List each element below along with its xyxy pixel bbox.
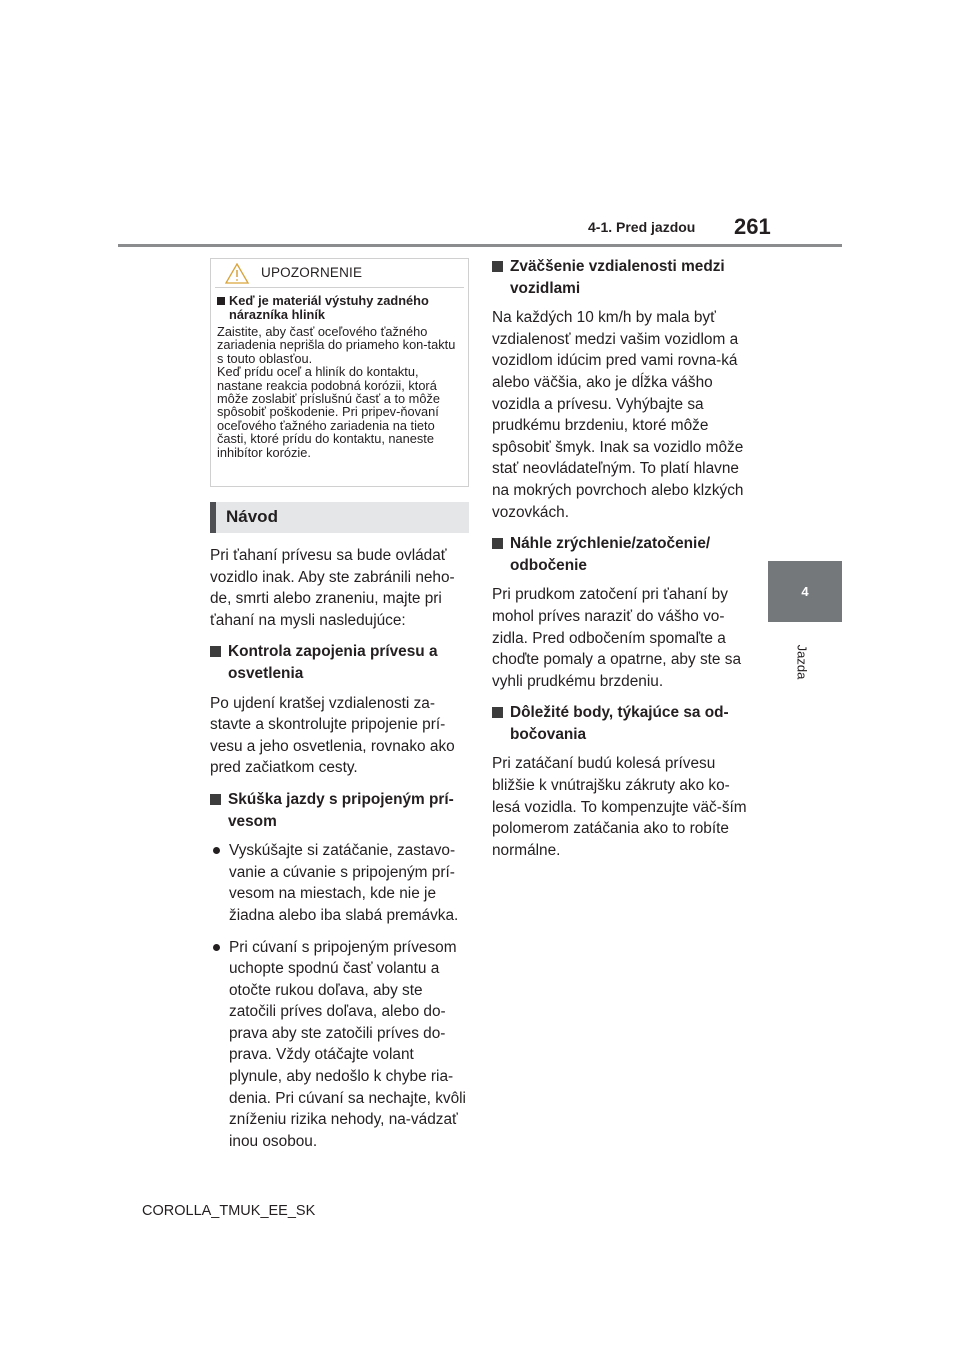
bullet-dot-icon bbox=[213, 847, 220, 854]
subheading-kontrola bbox=[210, 641, 468, 684]
caution-box bbox=[210, 258, 469, 487]
subheading-odbocovanie bbox=[492, 702, 750, 745]
subheading-text: Náhle zrýchlenie/zatočenie/ odbočenie bbox=[510, 535, 711, 574]
chapter-tab: 4 bbox=[768, 561, 842, 622]
bullet-text: Vyskúšajte si zatáčanie, zastavo-vanie a cúvanie s pripojeným prí-vesom na miestach, kde nie je žiadna alebo iba slabá premávka. bbox=[229, 842, 459, 924]
subheading-text: Zväčšenie vzdialenosti medzi vozidlami bbox=[510, 258, 725, 297]
navod-accent bbox=[210, 502, 216, 533]
bullet-item bbox=[210, 840, 468, 926]
subheading-zrychlenie bbox=[492, 533, 750, 576]
subheading-text: Dôležité body, týkajúce sa od-bočovania bbox=[510, 704, 729, 743]
bullet-text: Pri cúvaní s pripojeným prívesom uchopte spodnú časť volantu a otočte rukou doľava, aby ste zatočili príves doľava, alebo do-prava aby ste zatočili príves do-prava. Vždy otáčajte volant plynule, aby nedošlo k chybe ria-denia. Pri cúvaní sa nechajte, kvôli zníženiu rizika nehody, na-vádzať inou osobou. bbox=[229, 938, 466, 1150]
caution-title: UPOZORNENIE bbox=[261, 265, 363, 280]
square-bullet-icon bbox=[210, 646, 221, 657]
paragraph-vzdialenost: Na každých 10 km/h by mala byť vzdialenosť medzi vašim vozidlom a vozidlom idúcim pred vami rovna-ká alebo väčšia, ako je dĺžka vášho vozidla a prívesu. Vyhýbajte sa prudkému brzdeniu, ktoré môže spôsobiť šmyk. Inak sa vozidlo môže stať neovládateľným. To platí hlavne na mokrých povrchoch alebo klzkých vozovkách. bbox=[492, 309, 744, 521]
bullet-dot-icon bbox=[213, 944, 220, 951]
header-rule bbox=[118, 244, 842, 247]
navod-title: Návod bbox=[226, 507, 278, 526]
square-bullet-icon bbox=[217, 297, 225, 305]
caution-divider bbox=[215, 287, 464, 288]
left-column bbox=[210, 545, 468, 1162]
square-bullet-icon bbox=[210, 794, 221, 805]
caution-subtitle bbox=[217, 294, 462, 322]
paragraph-zrychlenie: Pri prudkom zatočení pri ťahaní by mohol príves naraziť do vášho vo-zidla. Pred odbočením spomaľte a choďte pomaly a opatrne, aby ste sa vyhli prudkému brzdeniu. bbox=[492, 586, 742, 690]
square-bullet-icon bbox=[492, 261, 503, 272]
navod-heading bbox=[210, 502, 469, 533]
chapter-tab-label bbox=[782, 632, 822, 692]
section-label: 4-1. Pred jazdou bbox=[588, 219, 696, 235]
right-column bbox=[492, 256, 750, 871]
footer-code: COROLLA_TMUK_EE_SK bbox=[142, 1203, 316, 1219]
caution-body: Zaistite, aby časť oceľového ťažného zariadenia neprišla do priameho kon-taktu s touto oblasťou. Keď prídu oceľ a hliník do kontaktu, nastane reakcia podobná korózii, ktorá môže zoslabiť príslušnú časť a to môže spôsobiť poškodenie. Pri pripev-ňovaní oceľového ťažného zariadenia na tieto časti, ktoré prídu do kontaktu, naneste inhibítor korózie. bbox=[217, 324, 456, 460]
intro-paragraph: Pri ťahaní prívesu sa bude ovládať vozidlo inak. Aby ste zabránili neho-de, smrti alebo zraneniu, majte pri ťahaní na mysli nasledujúce: bbox=[210, 547, 455, 629]
paragraph-odbocovanie: Pri zatáčaní budú kolesá prívesu bližšie k vnútrajšku zákruty ako ko-lesá vozidla. To kompenzujte väč-ším polomerom zatáčania ako to robíte normálne. bbox=[492, 755, 747, 859]
square-bullet-icon bbox=[492, 707, 503, 718]
subheading-text: Kontrola zapojenia prívesu a osvetlenia bbox=[228, 643, 438, 682]
subheading-vzdialenost bbox=[492, 256, 750, 299]
page-number: 261 bbox=[734, 214, 771, 239]
square-bullet-icon bbox=[492, 538, 503, 549]
caution-header bbox=[211, 259, 468, 287]
caution-subtitle-text: Keď je materiál výstuhy zadného nárazníka hliník bbox=[229, 293, 429, 322]
paragraph-kontrola: Po ujdení kratšej vzdialenosti za-stavte a skontrolujte pripojenie prí-vesu a jeho osvetlenia, rovnako ako pred začiatkom cesty. bbox=[210, 694, 455, 777]
warning-icon bbox=[225, 263, 249, 284]
subheading-skuska bbox=[210, 789, 468, 832]
chapter-label-text: Jazda bbox=[794, 644, 810, 680]
bullet-item bbox=[210, 937, 468, 1153]
subheading-text: Skúška jazdy s pripojeným prí-vesom bbox=[228, 790, 454, 830]
